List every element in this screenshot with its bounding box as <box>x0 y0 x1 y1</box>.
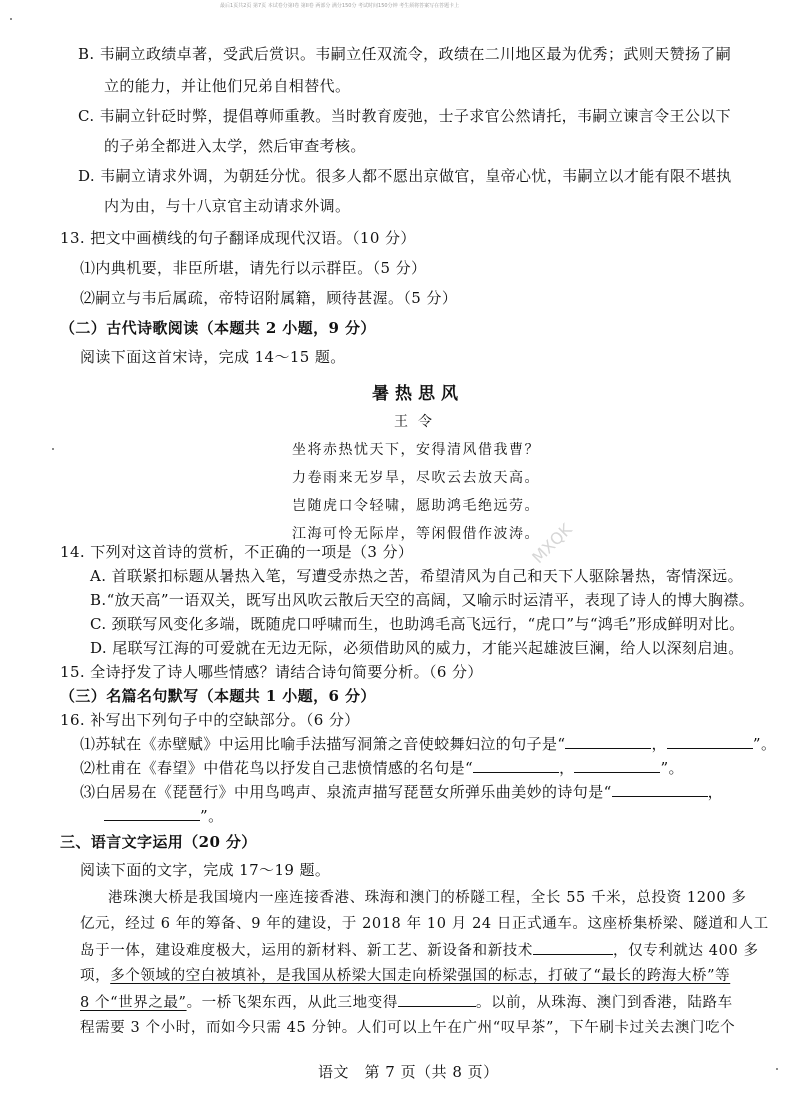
q16-s1-prefix: ⑴苏轼在《赤壁赋》中运用比喻手法描写洞箫之音使蛟舞妇泣的句子是“ <box>80 735 566 753</box>
poem-line: 岂随虎口令轻啸，愿助鸿毛绝远劳。 <box>292 498 540 514</box>
q13-sentence-1: ⑴内典机要，非臣所堪，请先行以示群臣。（5 分） <box>80 259 427 277</box>
passage-line <box>80 992 733 1013</box>
q16-sentence-3 <box>80 782 723 802</box>
answer-blank[interactable] <box>104 806 200 821</box>
section-3-heading: （三）名篇名句默写（本题共 1 小题，6 分） <box>60 687 376 705</box>
answer-blank[interactable] <box>473 758 559 773</box>
quote-close: ”。 <box>660 759 684 777</box>
quote-close: ”。 <box>200 807 224 825</box>
option-c-line2: 的子弟全都进入太学，然后审查考核。 <box>104 137 366 155</box>
poem-line: 力卷雨来无岁旱，尽吹云去放天高。 <box>292 470 540 486</box>
comma: ， <box>707 783 724 801</box>
option-b-line2: 立的能力，并让他们兄弟自相替代。 <box>104 77 351 95</box>
q14-option-b: B.“放天高”一语双关，既写出风吹云散后天空的高阔，又喻示时运清平，表现了诗人的博大胸襟。 <box>90 591 755 609</box>
q14-option-c: C. 颈联写风变化多端，既随虎口呼啸而生，也助鸿毛高飞远行，“虎口”与“鸿毛”形成鲜明对比。 <box>90 615 745 633</box>
q16-stem: 16. 补写出下列句子中的空缺部分。（6 分） <box>60 711 360 729</box>
poem-title: 暑热思风 <box>372 384 464 404</box>
passage-line: 亿元，经过 6 年的筹备、9 年的建设，于 2018 年 10 月 24 日正式通车。这座桥集桥梁、隧道和人工 <box>80 916 769 932</box>
comma: ， <box>651 735 667 753</box>
answer-blank[interactable] <box>612 782 708 797</box>
option-d-line1: D. 韦嗣立请求外调，为朝廷分忧。很多人都不愿出京做官，皇帝心忧，韦嗣立以才能有限不堪执 <box>78 167 732 185</box>
passage-line <box>80 966 730 986</box>
passage-text: 。一桥飞架东西，从此三地变得 <box>186 995 398 1011</box>
q16-s3-prefix: ⑶白居易在《琵琶行》中用鸟鸣声、泉流声描写琵琶女所弹乐曲美妙的诗句是“ <box>80 783 612 801</box>
option-d-line2: 内为由，与十八京官主动请求外调。 <box>104 197 351 215</box>
answer-blank[interactable] <box>667 734 753 749</box>
q16-sentence-3-cont <box>104 806 223 826</box>
q16-s2-prefix: ⑵杜甫在《春望》中借花鸟以抒发自己悲愤情感的名句是“ <box>80 759 474 777</box>
underlined-sentence: 多个领域的空白被填补，是我国从桥梁大国走向桥梁强国的标志，打破了“最长的跨海大桥”等 <box>110 968 731 984</box>
comma: ， <box>559 759 575 777</box>
answer-blank[interactable] <box>574 758 660 773</box>
watermark: MXQK <box>528 519 576 568</box>
q16-sentence-1 <box>80 734 776 754</box>
passage-text: ，仅专利就达 400 多 <box>613 943 759 959</box>
answer-blank[interactable] <box>565 734 651 749</box>
passage-text: 。以前，从珠海、澳门到香港，陆路车 <box>475 995 733 1011</box>
poem-line: 江海可怜无际岸，等闲假借作波涛。 <box>292 526 540 542</box>
q13-sentence-2: ⑵嗣立与韦后属疏，帝特诏附属籍，顾待甚渥。（5 分） <box>80 289 458 307</box>
passage-text: 项， <box>80 968 111 984</box>
section-2-heading: （二）古代诗歌阅读（本题共 2 小题，9 分） <box>60 319 376 337</box>
passage-line <box>80 940 759 961</box>
q15-stem: 15. 全诗抒发了诗人哪些情感？请结合诗句简要分析。（6 分） <box>60 663 483 681</box>
answer-blank[interactable] <box>533 940 613 955</box>
scan-dot <box>776 1068 778 1070</box>
scan-dot <box>52 448 54 450</box>
option-b-line1: B. 韦嗣立政绩卓著，受武后赏识。韦嗣立任双流令，政绩在二川地区最为优秀；武则天赞扬了嗣 <box>78 45 732 63</box>
q16-sentence-2 <box>80 758 684 778</box>
scan-dot <box>10 18 12 20</box>
underlined-sentence: 8 个“世界之最” <box>80 995 187 1011</box>
quote-close: ”。 <box>752 735 777 753</box>
poem-author: 王令 <box>394 414 442 430</box>
part-3-intro: 阅读下面的文字，完成 17～19 题。 <box>80 861 331 879</box>
section-2-intro: 阅读下面这首宋诗，完成 14～15 题。 <box>80 348 346 366</box>
q14-option-d: D. 尾联写江海的可爱就在无边无际，必须借助风的威力，才能兴起雄波巨澜，给人以深刻启迪。 <box>90 639 744 657</box>
part-3-heading: 三、语言文字运用（20 分） <box>60 833 257 851</box>
answer-blank[interactable] <box>398 992 476 1007</box>
passage-line: 程需要 3 个小时，而如今只需 45 分钟。人们可以上午在广州“叹早茶”，下午刷卡过关去澳门吃个 <box>80 1020 736 1036</box>
q14-option-a: A. 首联紧扣标题从暑热入笔，写遭受赤热之苦，希望清风为自己和天下人驱除暑热，寄情深远。 <box>90 567 743 585</box>
passage-line: 港珠澳大桥是我国境内一座连接香港、珠海和澳门的桥隧工程，全长 55 千米，总投资 1200 多 <box>108 890 747 906</box>
option-c-line1: C. 韦嗣立针砭时弊，提倡尊师重教。当时教育废弛，士子求官公然请托，韦嗣立谏言令王公以下 <box>78 107 732 125</box>
page-footer: 语文 第 7 页（共 8 页） <box>318 1063 499 1081</box>
q13-stem: 13. 把文中画横线的句子翻译成现代汉语。（10 分） <box>60 229 416 247</box>
passage-text: 岛于一体，建设难度极大，运用的新材料、新工艺、新设备和新技术 <box>80 943 533 959</box>
poem-line: 坐将赤热忧天下，安得清风借我曹？ <box>292 442 540 458</box>
q14-stem: 14. 下列对这首诗的赏析，不正确的一项是（3 分） <box>60 543 414 561</box>
header-note: 最后1页共2页 第7页 本试卷分第I卷 第II卷 两部分 满分150分 考试时间150分钟 考生须将答案写在答题卡上 <box>220 3 460 9</box>
